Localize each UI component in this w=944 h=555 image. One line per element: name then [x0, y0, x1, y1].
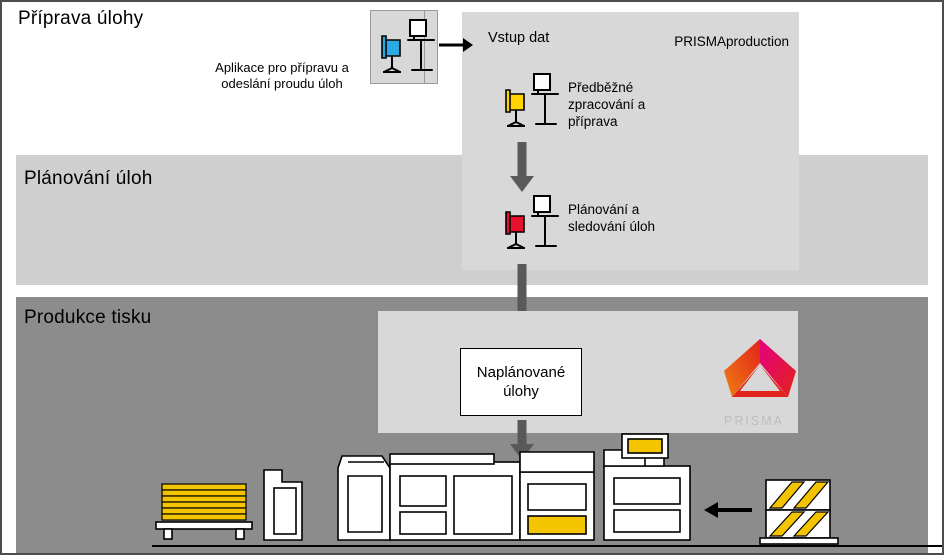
paper-stack-right — [760, 480, 838, 544]
application-caption: Aplikace pro přípravu a odeslání proudu úloh — [215, 60, 349, 91]
paper-stack-left — [162, 484, 246, 520]
workstation-icon-red — [498, 190, 560, 261]
band-title-job-planning: Plánování úloh — [24, 168, 153, 189]
data-input-label: Vstup dat — [488, 30, 550, 46]
printing-press-icon — [152, 432, 942, 552]
band-title-print-production: Produkce tisku — [24, 307, 152, 328]
scheduled-jobs-box: Naplánované úlohy — [460, 348, 582, 416]
step-caption-preprocessing: Předběžné zpracování a příprava — [568, 80, 646, 129]
arrow-app-to-input — [439, 35, 475, 60]
arrow-paper-feed — [704, 502, 752, 518]
prisma-logo-text: PRISMA — [724, 414, 784, 428]
step-caption-planning: Plánování a sledování úloh — [568, 202, 656, 234]
workstation-icon-yellow — [498, 68, 560, 139]
workstation-icon-blue — [374, 14, 436, 85]
band-title-job-preparation: Příprava úlohy — [18, 8, 144, 29]
prisma-production-label: PRISMAproduction — [674, 34, 789, 49]
